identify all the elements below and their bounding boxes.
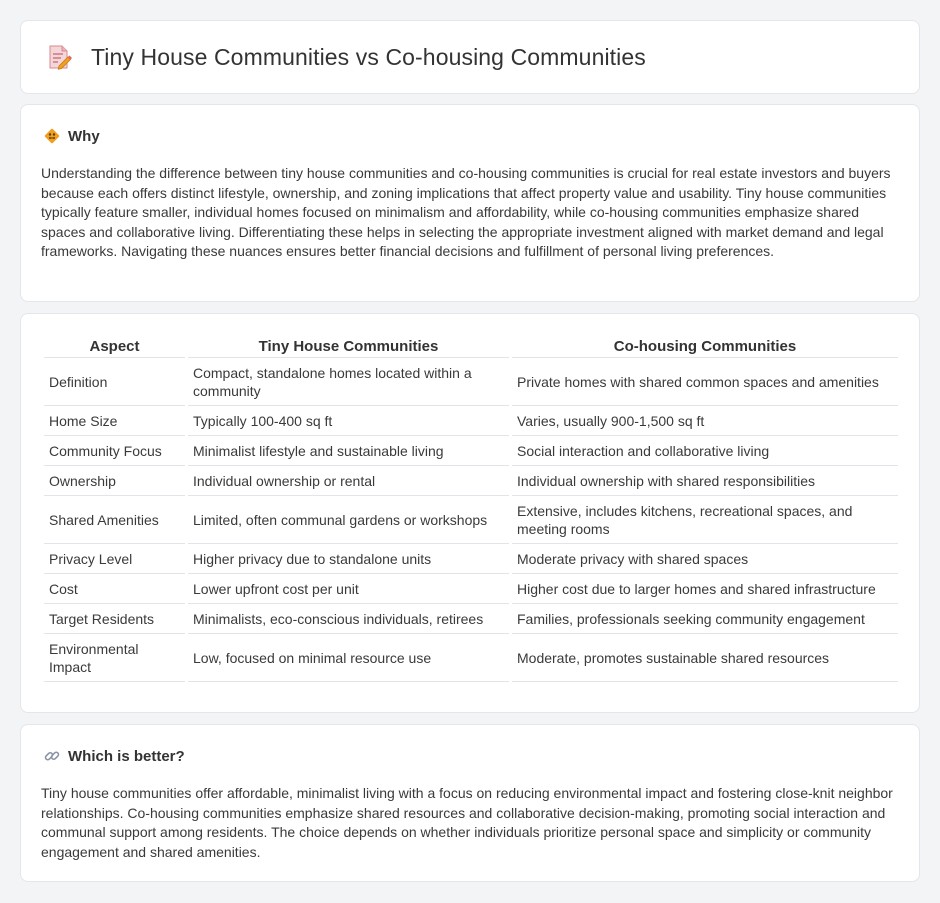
warning-sign-icon [43, 127, 61, 145]
tiny-house-cell: Minimalist lifestyle and sustainable living [188, 436, 509, 466]
column-header-tiny-house: Tiny House Communities [188, 335, 509, 358]
table-row [44, 358, 898, 406]
link-icon [43, 747, 61, 765]
tiny-house-cell: Typically 100-400 sq ft [188, 406, 509, 436]
aspect-cell: Ownership [44, 466, 185, 496]
table-row [44, 436, 898, 466]
tiny-house-cell: Minimalists, eco-conscious individuals, retirees [188, 604, 509, 634]
column-header-co-housing: Co-housing Communities [512, 335, 898, 358]
aspect-cell: Cost [44, 574, 185, 604]
table-row [44, 466, 898, 496]
table-header-row [44, 335, 898, 358]
tiny-house-cell: Compact, standalone homes located within a community [188, 358, 509, 406]
aspect-cell: Privacy Level [44, 544, 185, 574]
co-housing-cell: Higher cost due to larger homes and shared infrastructure [512, 574, 898, 604]
why-card [20, 104, 920, 302]
table-row [44, 604, 898, 634]
table-row [44, 544, 898, 574]
header-card [20, 20, 920, 94]
which-is-better-card [20, 724, 920, 882]
tiny-house-cell: Lower upfront cost per unit [188, 574, 509, 604]
aspect-cell: Definition [44, 358, 185, 406]
co-housing-cell: Families, professionals seeking community engagement [512, 604, 898, 634]
co-housing-cell: Social interaction and collaborative living [512, 436, 898, 466]
comparison-table [41, 335, 901, 682]
tiny-house-cell: Individual ownership or rental [188, 466, 509, 496]
page-title: Tiny House Communities vs Co-housing Communities [91, 43, 646, 70]
aspect-cell: Home Size [44, 406, 185, 436]
tiny-house-cell: Low, focused on minimal resource use [188, 634, 509, 682]
co-housing-cell: Moderate, promotes sustainable shared resources [512, 634, 898, 682]
why-heading [43, 127, 100, 145]
better-title: Which is better? [68, 747, 185, 765]
better-heading [43, 747, 185, 765]
table-row [44, 634, 898, 682]
tiny-house-cell: Higher privacy due to standalone units [188, 544, 509, 574]
aspect-cell: Community Focus [44, 436, 185, 466]
co-housing-cell: Extensive, includes kitchens, recreational spaces, and meeting rooms [512, 496, 898, 544]
co-housing-cell: Individual ownership with shared responsibilities [512, 466, 898, 496]
table-row [44, 574, 898, 604]
why-text: Understanding the difference between tiny house communities and co-housing communities is crucial for real estate investors and buyers because each offers distinct lifestyle, ownership, and zoning implications that affect property value and usability. Tiny house communities typically feature smaller, individual homes focused on minimalism and affordability, while co-housing communities emphasize shared spaces and collaborative living. Differentiating these helps in selecting the appropriate investment aligned with market demand and legal frameworks. Navigating these nuances ensures better financial decisions and fulfillment of personal living preferences. [41, 165, 891, 259]
why-title: Why [68, 127, 100, 145]
co-housing-cell: Varies, usually 900-1,500 sq ft [512, 406, 898, 436]
title-row [45, 43, 646, 71]
tiny-house-cell: Limited, often communal gardens or workshops [188, 496, 509, 544]
aspect-cell: Environmental Impact [44, 634, 185, 682]
aspect-cell: Shared Amenities [44, 496, 185, 544]
comparison-card [20, 313, 920, 713]
table-row [44, 406, 898, 436]
column-header-aspect: Aspect [44, 335, 185, 358]
table-row [44, 496, 898, 544]
co-housing-cell: Moderate privacy with shared spaces [512, 544, 898, 574]
co-housing-cell: Private homes with shared common spaces and amenities [512, 358, 898, 406]
better-text: Tiny house communities offer affordable, minimalist living with a focus on reducing environmental impact and fostering close-knit neighbor relationships. Co-housing communities emphasize shared resources and collaborative decision-making, promoting social interaction and communal support among residents. The choice depends on whether individuals prioritize personal space and simplicity or community engagement and shared amenities. [41, 785, 893, 860]
document-pencil-icon [45, 43, 73, 71]
aspect-cell: Target Residents [44, 604, 185, 634]
